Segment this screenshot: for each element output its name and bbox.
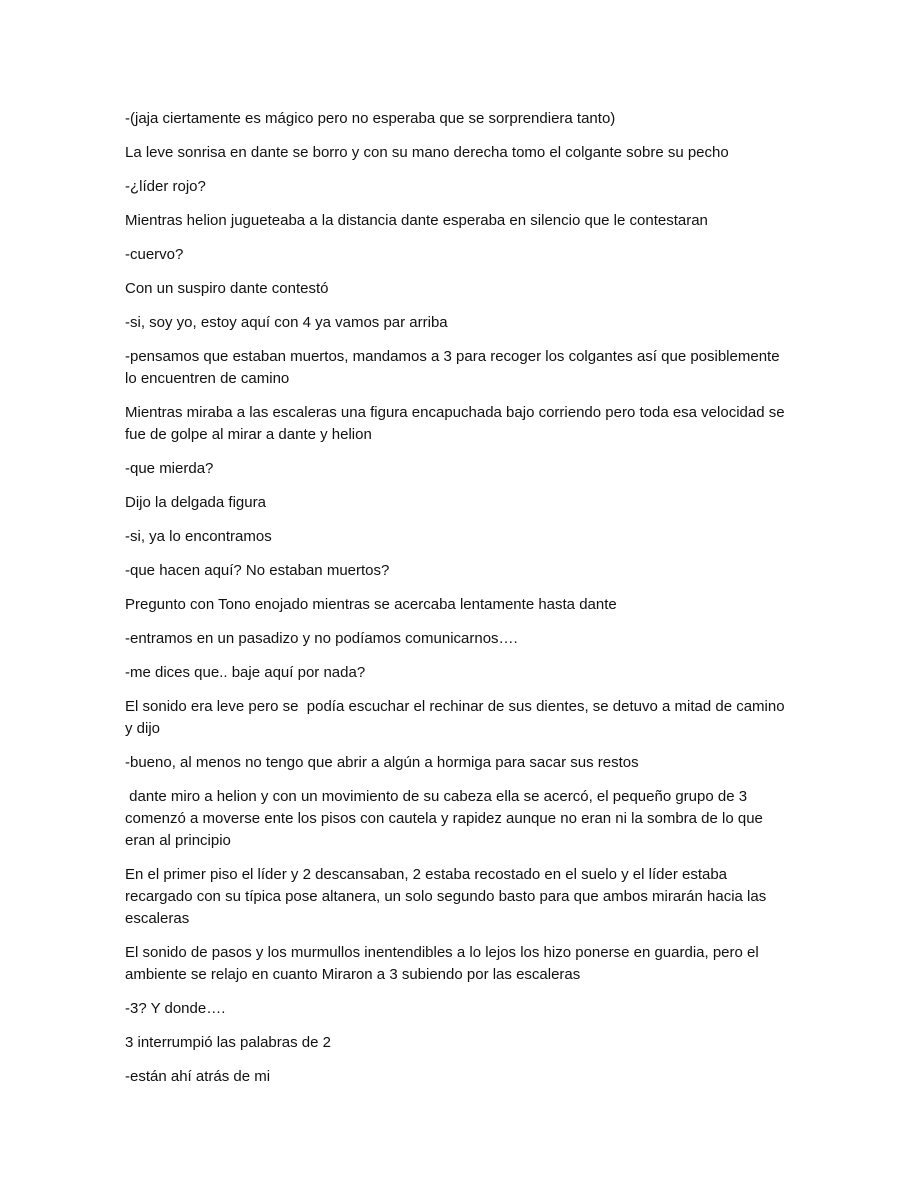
paragraph: -(jaja ciertamente es mágico pero no esperaba que se sorprendiera tanto)	[125, 110, 616, 127]
paragraph: -si, ya lo encontramos	[125, 528, 272, 545]
paragraph: -están ahí atrás de mi	[125, 1068, 271, 1085]
paragraph: -bueno, al menos no tengo que abrir a algún a hormiga para sacar sus restos	[125, 754, 639, 771]
paragraph: Con un suspiro dante contestó	[125, 280, 329, 297]
paragraph: dante miro a helion y con un movimiento de su cabeza ella se acercó, el pequeño grupo de 3 comenzó a moverse ente los pisos con cautela y rapidez aunque no eran ni la sombra de lo que eran al principio	[125, 788, 768, 849]
document-body	[125, 108, 789, 1100]
paragraph: -si, soy yo, estoy aquí con 4 ya vamos par arriba	[125, 314, 448, 331]
paragraph: -que mierda?	[125, 460, 214, 477]
paragraph: Dijo la delgada figura	[125, 494, 266, 511]
paragraph: 3 interrumpió las palabras de 2	[125, 1034, 331, 1051]
paragraph: -me dices que.. baje aquí por nada?	[125, 664, 366, 681]
paragraph: -pensamos que estaban muertos, mandamos a 3 para recoger los colgantes así que posiblemente lo encuentren de camino	[125, 348, 784, 387]
paragraph: Mientras helion jugueteaba a la distancia dante esperaba en silencio que le contestaran	[125, 212, 708, 229]
paragraph: Pregunto con Tono enojado mientras se acercaba lentamente hasta dante	[125, 596, 617, 613]
paragraph: -entramos en un pasadizo y no podíamos comunicarnos….	[125, 630, 518, 647]
paragraph: -¿líder rojo?	[125, 178, 206, 195]
paragraph: -que hacen aquí? No estaban muertos?	[125, 562, 390, 579]
paragraph: El sonido era leve pero se podía escuchar el rechinar de sus dientes, se detuvo a mitad de camino y dijo	[125, 698, 789, 737]
paragraph: En el primer piso el líder y 2 descansaban, 2 estaba recostado en el suelo y el líder estaba recargado con su típica pose altanera, un solo segundo basto para que ambos mirarán hacia las escaleras	[125, 866, 771, 927]
paragraph: -3? Y donde….	[125, 1000, 226, 1017]
paragraph: La leve sonrisa en dante se borro y con su mano derecha tomo el colgante sobre su pecho	[125, 144, 729, 161]
paragraph: El sonido de pasos y los murmullos inentendibles a lo lejos los hizo ponerse en guardia, pero el ambiente se relajo en cuanto Miraron a 3 subiendo por las escaleras	[125, 944, 763, 983]
paragraph: -cuervo?	[125, 246, 184, 263]
paragraph: Mientras miraba a las escaleras una figura encapuchada bajo corriendo pero toda esa velocidad se fue de golpe al mirar a dante y helion	[125, 404, 789, 443]
